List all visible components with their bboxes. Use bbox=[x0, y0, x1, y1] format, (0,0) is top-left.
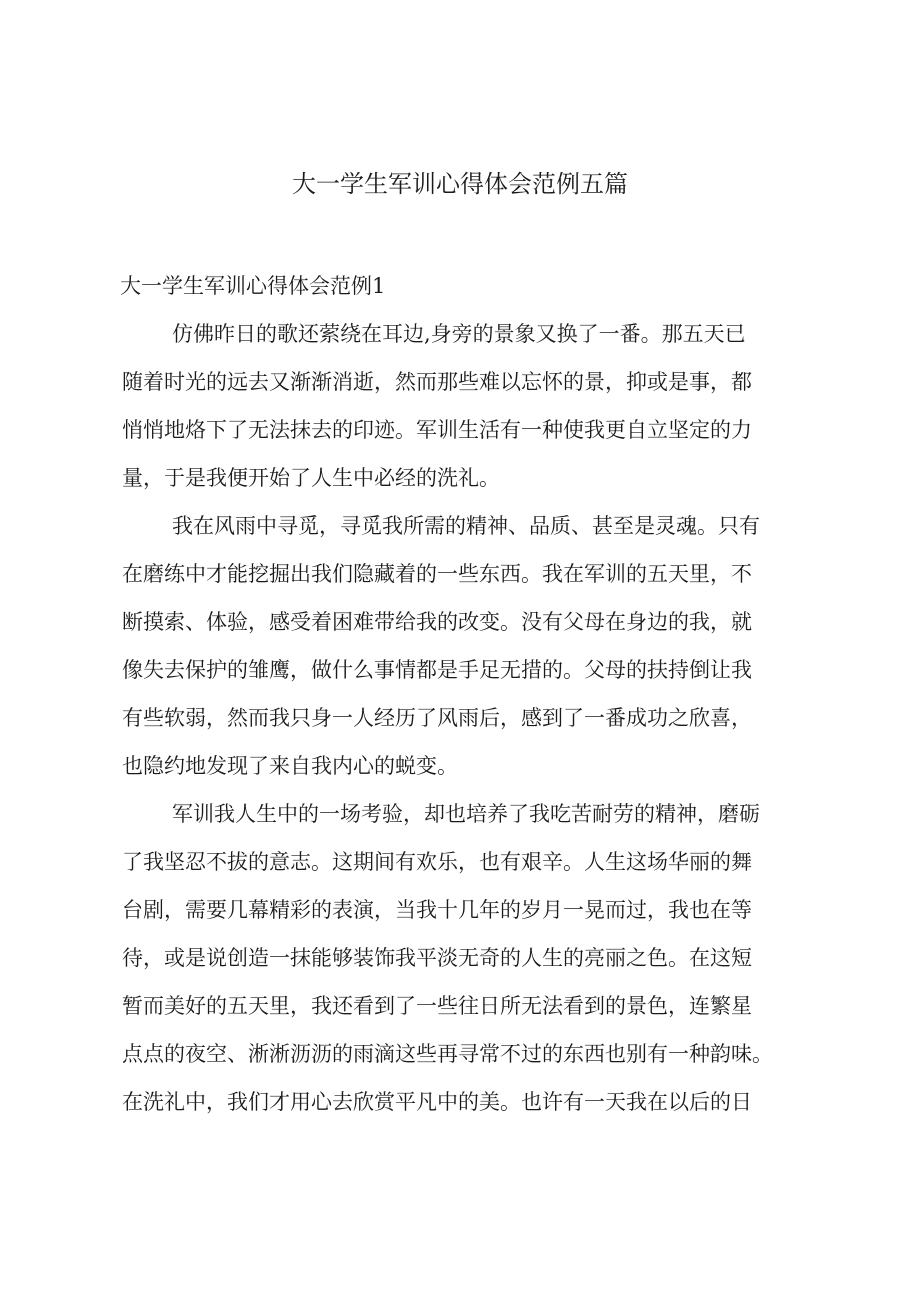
document-title: 大一学生军训心得体会范例五篇 bbox=[292, 170, 628, 198]
paragraph-line: 待，或是说创造一抹能够装饰我平淡无奇的人生的亮丽之色。在这短 bbox=[122, 946, 752, 970]
paragraph-line: 我在风雨中寻觅，寻觅我所需的精神、品质、甚至是灵魂。只有 bbox=[172, 514, 760, 538]
paragraph-line: 点点的夜空、淅淅沥沥的雨滴这些再寻常不过的东西也别有一种韵味。 bbox=[122, 1042, 773, 1066]
paragraph-line: 台剧，需要几幕精彩的表演，当我十几年的岁月一晃而过，我也在等 bbox=[122, 898, 752, 922]
paragraph-line: 随着时光的远去又渐渐消逝，然而那些难以忘怀的景，抑或是事，都 bbox=[122, 370, 752, 394]
paragraph-line: 在洗礼中，我们才用心去欣赏平凡中的美。也许有一天我在以后的日 bbox=[122, 1090, 752, 1114]
paragraph-line: 暂而美好的五天里，我还看到了一些往日所无法看到的景色，连繁星 bbox=[122, 994, 752, 1018]
section-heading: 大一学生军训心得体会范例1 bbox=[120, 274, 386, 298]
paragraph-line: 悄悄地烙下了无法抹去的印迹。军训生活有一种使我更自立坚定的力 bbox=[122, 418, 752, 442]
paragraph-line: 也隐约地发现了来自我内心的蜕变。 bbox=[122, 754, 458, 778]
paragraph-line: 断摸索、体验，感受着困难带给我的改变。没有父母在身边的我，就 bbox=[122, 610, 752, 634]
paragraph-line: 量，于是我便开始了人生中必经的洗礼。 bbox=[122, 466, 500, 490]
paragraph-line: 军训我人生中的一场考验，却也培养了我吃苦耐劳的精神，磨砺 bbox=[172, 802, 760, 826]
paragraph-line: 有些软弱，然而我只身一人经历了风雨后，感到了一番成功之欣喜， bbox=[122, 706, 752, 730]
paragraph-line: 仿佛昨日的歌还萦绕在耳边,身旁的景象又换了一番。那五天已 bbox=[172, 322, 746, 346]
paragraph-line: 在磨练中才能挖掘出我们隐藏着的一些东西。我在军训的五天里，不 bbox=[122, 562, 752, 586]
paragraph-line: 像失去保护的雏鹰，做什么事情都是手足无措的。父母的扶持倒让我 bbox=[122, 658, 752, 682]
paragraph-line: 了我坚忍不拔的意志。这期间有欢乐，也有艰辛。人生这场华丽的舞 bbox=[122, 850, 752, 874]
